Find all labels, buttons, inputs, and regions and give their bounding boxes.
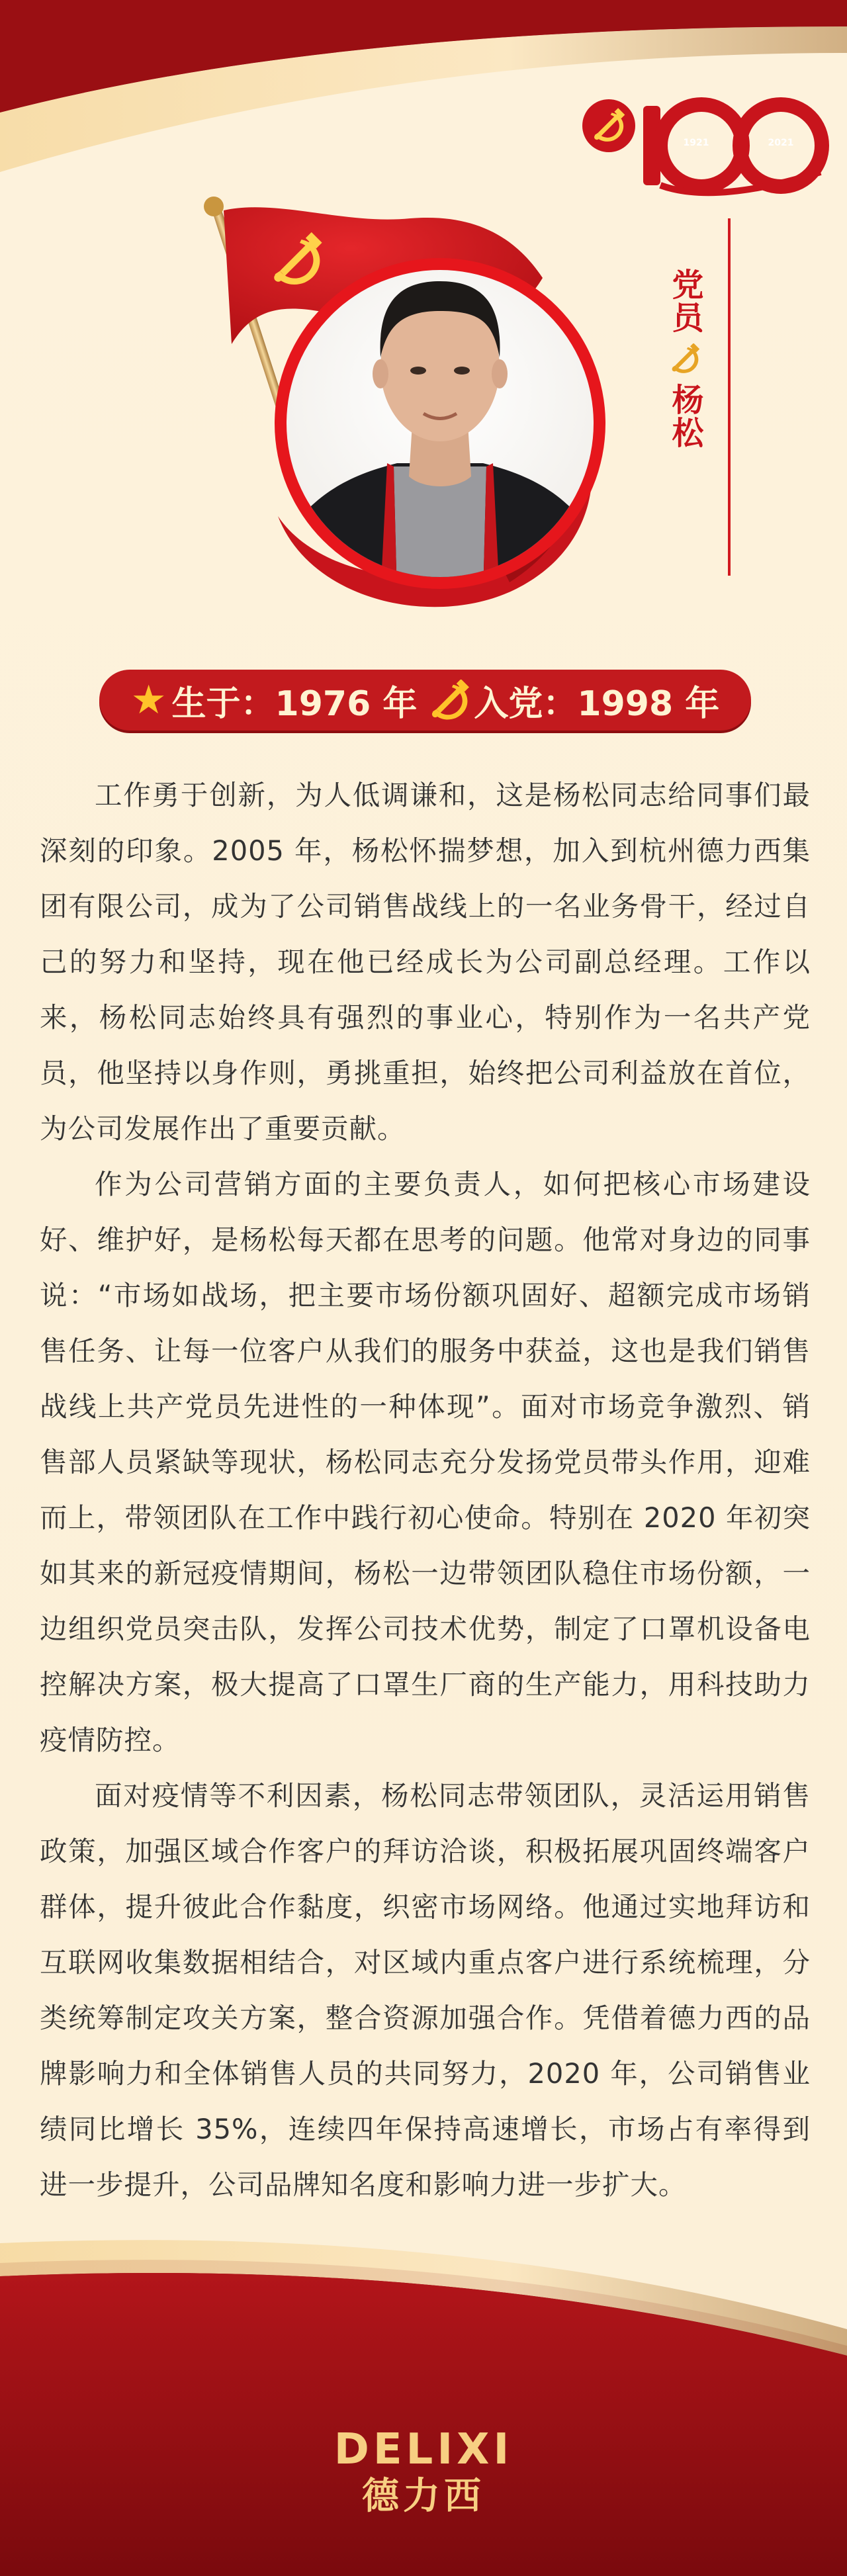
born-label: 生于： (171, 684, 275, 724)
born-year: 1976 年 (275, 684, 418, 724)
hammer-sickle-icon (670, 343, 700, 374)
profile-name-block (662, 268, 708, 449)
bio-paragraph: 面对疫情等不利因素，杨松同志带领团队，灵活运用销售政策，加强区域合作客户的拜访洽谈，积极拓展巩固终端客户群体，提升彼此合作黏度，织密市场网络。他通过实地拜访和互联网收集数据相结合，对区域内重点客户进行系统梳理，分类统筹制定攻关方案，整合资源加强合作。凭借着德力西的品牌影响力和全体销售人员的共同努力，2020 年，公司销售业绩同比增长 35%，连续四年保持高速增长，市场占有率得到进一步提升，公司品牌知名度和影响力进一步扩大。 (40, 1779, 811, 2201)
joined-year: 1998 年 (577, 684, 720, 724)
info-badge (99, 670, 751, 731)
logo-cn: 德力西 (362, 2475, 485, 2518)
star-icon: ★ (130, 677, 167, 723)
decorative-divider (728, 218, 731, 576)
company-logo (0, 2425, 847, 2519)
profile-name: 杨松 (666, 383, 703, 449)
biography (40, 768, 811, 2213)
joined-label: 入党： (474, 684, 578, 724)
profile-role: 党员 (666, 268, 703, 334)
hammer-sickle-icon (429, 680, 470, 721)
bio-paragraph: 作为公司营销方面的主要负责人，如何把核心市场建设好、维护好，是杨松每天都在思考的问题。他常对身边的同事说：“市场如战场，把主要市场份额巩固好、超额完成市场销售任务、让每一位客户从我们的服务中获益，这也是我们销售战线上共产党员先进性的一种体现”。面对市场竞争激烈、销售部人员紧缺等现状，杨松同志充分发扬党员带头作用，迎难而上，带领团队在工作中践行初心使命。特别在 2020 年初突如其来的新冠疫情期间，杨松一边带领团队稳住市场份额，一边组织党员突击队，发挥公司技术优势，制定了口罩机设备电控解决方案，极大提高了口罩生厂商的生产能力，用科技助力疫情防控。 (40, 1168, 811, 1756)
logo-en: DELIXI (334, 2425, 513, 2474)
anniversary-year-start: 1921 (683, 138, 709, 148)
anniversary-year-end: 2021 (768, 138, 794, 148)
bio-paragraph: 工作勇于创新，为人低调谦和，这是杨松同志给同事们最深刻的印象。2005 年，杨松怀揣梦想，加入到杭州德力西集团有限公司，成为了公司销售战线上的一名业务骨干，经过自己的努力和坚持，现在他已经成长为公司副总经理。工作以来，杨松同志始终具有强烈的事业心，特别作为一名共产党员，他坚持以身作则，勇挑重担，始终把公司利益放在首位，为公司发展作出了重要贡献。 (40, 779, 811, 1145)
